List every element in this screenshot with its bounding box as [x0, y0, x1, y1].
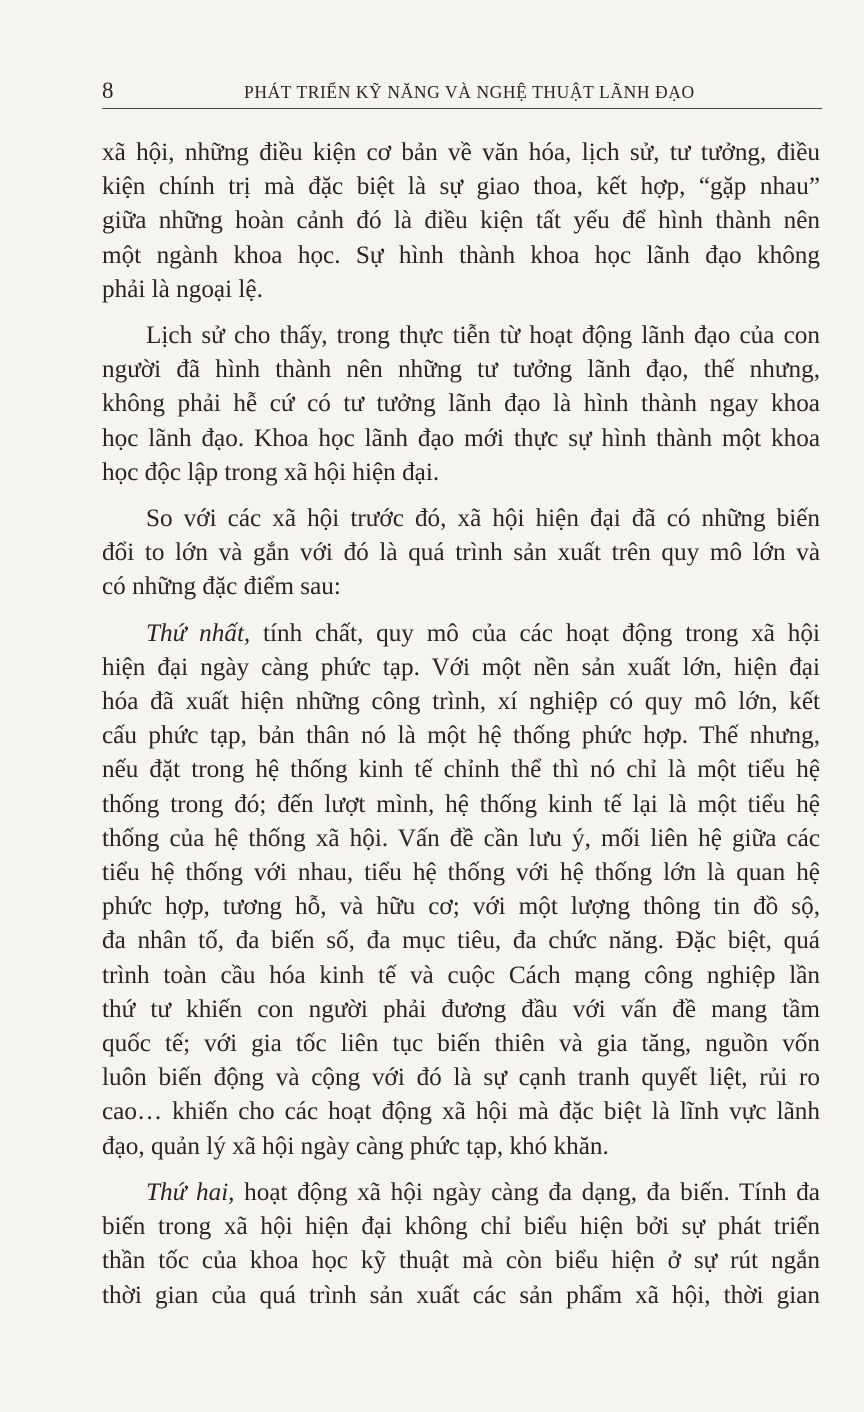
text-line: biến trong xã hội hiện đại không chỉ biểu hiện bởi sự phát triển [102, 1213, 820, 1241]
text-line: không phải hễ cứ có tư tưởng lãnh đạo là hình thành ngay khoa [102, 390, 820, 418]
text-line [102, 1176, 820, 1210]
running-header [102, 76, 822, 109]
body-text [102, 136, 820, 1313]
text-line: Lịch sử cho thấy, trong thực tiễn từ hoạt động lãnh đạo của con [146, 322, 820, 350]
text-line: nếu đặt trong hệ thống kinh tế chỉnh thể thì nó chỉ là một tiểu hệ [102, 756, 820, 784]
text-line: kiện chính trị mà đặc biệt là sự giao thoa, kết hợp, “gặp nhau” [102, 173, 820, 201]
text-line: hiện đại ngày càng phức tạp. Với một nền sản xuất lớn, hiện đại [102, 653, 820, 681]
text-line: thần tốc của khoa học kỹ thuật mà còn biểu hiện ở sự rút ngắn [102, 1247, 820, 1275]
text-line: xã hội, những điều kiện cơ bản về văn hóa, lịch sử, tư tưởng, điều [102, 139, 820, 166]
emphasis: Thứ nhất, [146, 619, 251, 647]
text-line: đổi to lớn và gắn với đó là quá trình sản xuất trên quy mô lớn và [102, 539, 820, 567]
text-line: học lãnh đạo. Khoa học lãnh đạo mới thực sự hình thành một khoa [102, 424, 820, 452]
text-line: hóa đã xuất hiện những công trình, xí nghiệp có quy mô lớn, kết [102, 688, 820, 716]
line-text: hoạt động xã hội ngày càng đa dạng, đa biến. Tính đa [234, 1178, 820, 1206]
text-line: đa nhân tố, đa biến số, đa mục tiêu, đa chức năng. Đặc biệt, quá [102, 927, 820, 955]
text-line: tiểu hệ thống với nhau, tiểu hệ thống với hệ thống lớn là quan hệ [102, 859, 820, 887]
book-title: PHÁT TRIỂN KỸ NĂNG VÀ NGHỆ THUẬT LÃNH ĐẠO [244, 82, 695, 102]
text-line: thống của hệ thống xã hội. Vấn đề cần lưu ý, mối liên hệ giữa các [102, 824, 820, 852]
page-number: 8 [102, 78, 114, 103]
line-text: tính chất, quy mô của các hoạt động trong xã hội [250, 619, 820, 647]
text-line: thống trong đó; đến lượt mình, hệ thống kinh tế lại là một tiểu hệ [102, 790, 820, 818]
text-line: thời gian của quá trình sản xuất các sản phẩm xã hội, thời gian [102, 1281, 820, 1309]
text-line: trình toàn cầu hóa kinh tế và cuộc Cách mạng công nghiệp lần [102, 961, 820, 989]
text-line: có những đặc điểm sau: [102, 573, 341, 601]
text-line: quốc tế; với gia tốc liên tục biến thiên và gia tăng, nguồn vốn [102, 1030, 820, 1058]
text-line: thứ tư khiến con người phải đương đầu với vấn đề mang tầm [102, 995, 820, 1023]
text-line: cao… khiến cho các hoạt động xã hội mà đặc biệt là lĩnh vực lãnh [102, 1098, 820, 1126]
text-line: phức hợp, tương hỗ, và hữu cơ; với một lượng thông tin đồ sộ, [102, 893, 820, 921]
text-line: người đã hình thành nên những tư tưởng lãnh đạo, thế nhưng, [102, 356, 820, 384]
text-line: phải là ngoại lệ. [102, 275, 263, 303]
emphasis: Thứ hai, [146, 1178, 235, 1206]
text-line [102, 617, 820, 651]
text-line: đạo, quản lý xã hội ngày càng phức tạp, khó khăn. [102, 1132, 609, 1160]
text-line: một ngành khoa học. Sự hình thành khoa học lãnh đạo không [102, 241, 820, 269]
text-line: giữa những hoàn cảnh đó là điều kiện tất yếu để hình thành nên [102, 207, 820, 235]
text-line: cấu phức tạp, bản thân nó là một hệ thống phức hợp. Thế nhưng, [102, 722, 820, 750]
text-line: luôn biến động và cộng với đó là sự cạnh tranh quyết liệt, rủi ro [102, 1064, 820, 1092]
text-line: học độc lập trong xã hội hiện đại. [102, 458, 440, 486]
text-line: So với các xã hội trước đó, xã hội hiện đại đã có những biến [146, 505, 820, 533]
